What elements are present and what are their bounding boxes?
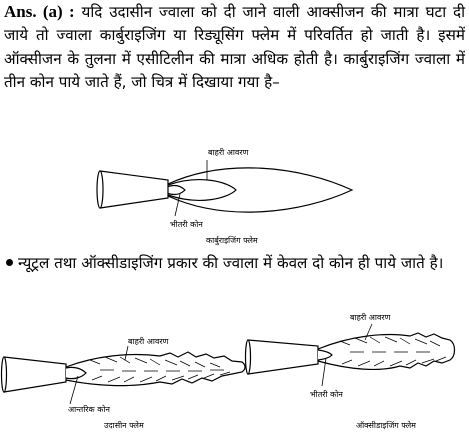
inner-cone — [66, 367, 86, 378]
fig3-outer-label: बाहरी आवरण — [350, 313, 391, 322]
outer-envelope — [66, 352, 245, 386]
fig3-caption: ऑक्सीडाइजिंग फ्लेम — [356, 421, 416, 430]
torch-nozzle — [4, 357, 66, 392]
answer-text-2: न्यूट्रल तथा ऑक्सीडाइजिंग प्रकार की ज्वाला में केवल दो कोन ही पाये जाते है। — [18, 254, 444, 272]
outer-envelope — [318, 333, 455, 369]
inner-cone — [318, 350, 332, 360]
fig1-caption: कार्बुराइजिंग फ्लेम — [206, 236, 258, 245]
fig2-outer-label: बाहरी आवरण — [128, 337, 169, 346]
torch-nozzle — [100, 171, 168, 208]
carburizing-flame-figure — [97, 160, 352, 216]
fig2-caption: उदासीन फ्लेम — [104, 421, 144, 430]
fig1-outer-label: बाहरी आवरण — [208, 148, 249, 157]
neutral-flame-figure — [2, 346, 246, 404]
answer-text-1: यदि उदासीन ज्वाला को दी जाने वाली आक्सीजन की मात्रा घटा दी जाये तो ज्वाला कार्बुराइजिंग या रिड्यूसिंग फ्लेम में परिवर्तित हो जाती है। इसमें ऑक्सीजन के तुलना में एसीटिलीन की मात्रा अधिक होती है। कार्बुराइजिंग ज्वाला में तीन कोन पाये जाते हैं, जो चित्र में दिखाया गया है– — [4, 3, 466, 91]
fig1-inner-label: भीतरी कोन — [170, 220, 203, 229]
answer-label: Ans. (a) : — [4, 2, 75, 21]
outer-envelope — [168, 168, 352, 212]
torch-nozzle-end — [97, 171, 103, 208]
fig3-inner-label: भीतरी कोन — [310, 390, 343, 399]
intermediate-cone — [168, 180, 236, 201]
inner-cone — [168, 185, 185, 194]
oxidizing-flame-figure — [246, 324, 455, 386]
fig2-inner-label: आन्तरिक कोन — [68, 405, 110, 414]
torch-nozzle — [248, 340, 318, 374]
